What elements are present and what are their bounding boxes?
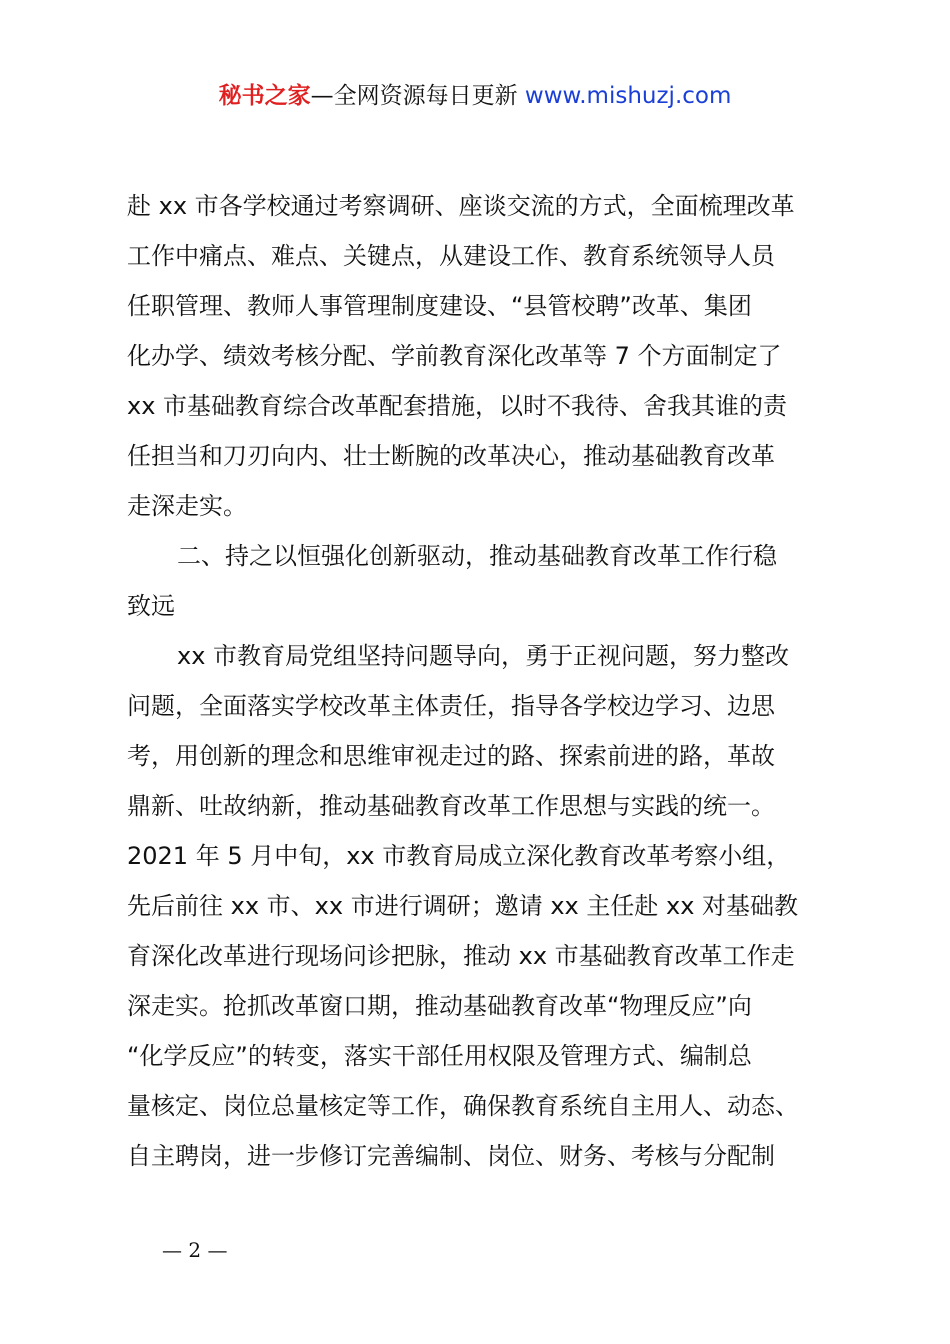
text-line: 工作中痛点、难点、关键点，从建设工作、教育系统领导人员 (127, 242, 775, 270)
text-line: 赴 xx 市各学校通过考察调研、座谈交流的方式，全面梳理改革 (127, 192, 795, 220)
text-line: 先后前往 xx 市、xx 市进行调研；邀请 xx 主任赴 xx 对基础教 (127, 892, 799, 920)
text-line: xx 市教育局党组坚持问题导向，勇于正视问题，努力整改 (177, 642, 790, 670)
document-body (127, 181, 847, 1181)
text-line: 深走实。抢抓改革窗口期，推动基础教育改革“物理反应”向 (127, 992, 752, 1020)
site-url: www.mishuzj.com (524, 83, 732, 109)
page-number: — 2 — (162, 1238, 228, 1262)
text-line: 鼎新、吐故纳新，推动基础教育改革工作思想与实践的统一。 (127, 792, 775, 820)
text-line: 走深走实。 (127, 492, 247, 520)
text-line: 致远 (127, 592, 175, 620)
text-line: 二、持之以恒强化创新驱动，推动基础教育改革工作行稳 (177, 542, 777, 570)
text-line: 2021 年 5 月中旬，xx 市教育局成立深化教育改革考察小组， (127, 842, 791, 870)
text-line: 任担当和刀刃向内、壮士断腕的改革决心，推动基础教育改革 (127, 442, 775, 470)
text-line: 任职管理、教师人事管理制度建设、“县管校聘”改革、集团 (127, 292, 752, 320)
text-line: 育深化改革进行现场问诊把脉，推动 xx 市基础教育改革工作走 (127, 942, 795, 970)
text-line: 量核定、岗位总量核定等工作，确保教育系统自主用人、动态、 (127, 1092, 799, 1120)
text-line: “化学反应”的转变，落实干部任用权限及管理方式、编制总 (127, 1042, 752, 1070)
text-line: xx 市基础教育综合改革配套措施，以时不我待、舍我其谁的责 (127, 392, 788, 420)
page-header (0, 78, 950, 114)
text-line: 化办学、绩效考核分配、学前教育深化改革等 7 个方面制定了 (127, 342, 782, 370)
header-slogan: —全网资源每日更新 (310, 83, 518, 109)
text-line: 自主聘岗，进一步修订完善编制、岗位、财务、考核与分配制 (127, 1142, 775, 1170)
text-line: 考，用创新的理念和思维审视走过的路、探索前进的路，革故 (127, 742, 775, 770)
brand-name: 秘书之家 (218, 83, 311, 109)
text-line: 问题，全面落实学校改革主体责任，指导各学校边学习、边思 (127, 692, 775, 720)
